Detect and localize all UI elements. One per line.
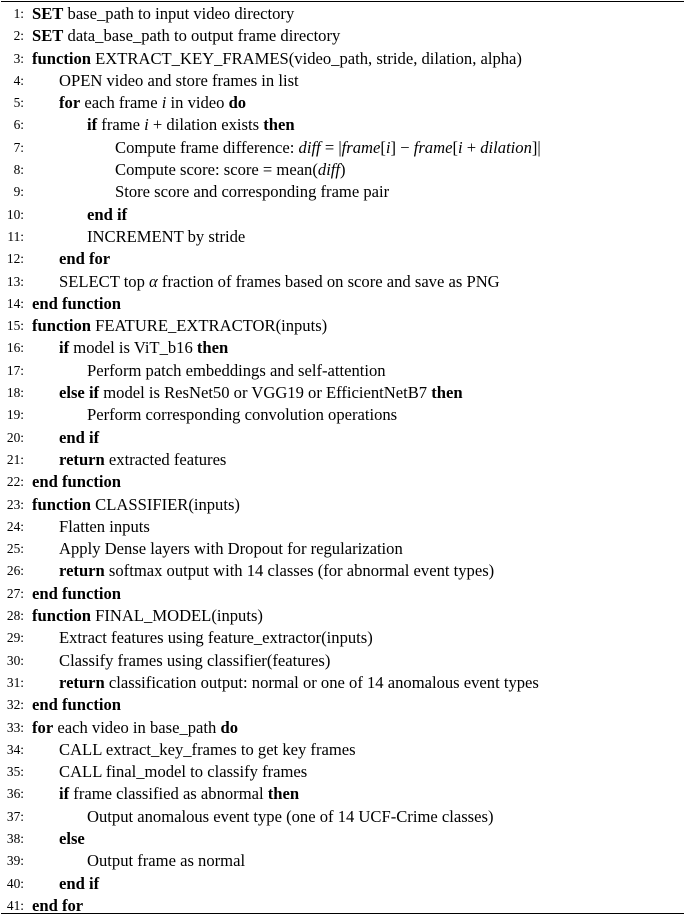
line-number: 23: [6, 496, 24, 512]
algo-line [0, 806, 685, 828]
line-number: 2: [13, 28, 24, 44]
line-number: 24: [6, 518, 24, 534]
algo-line [0, 404, 685, 426]
line-code: end function [32, 583, 121, 603]
algo-line [0, 3, 685, 25]
algo-line [0, 204, 685, 226]
line-code: Perform patch embeddings and self-attention [87, 360, 386, 380]
line-number: 11: [7, 228, 24, 244]
line-code: end if [59, 873, 100, 893]
algo-line [0, 382, 685, 404]
algo-line [0, 560, 685, 582]
line-number: 9: [13, 184, 24, 200]
line-number: 27: [6, 585, 24, 601]
line-number: 10: [6, 206, 24, 222]
algo-line [0, 315, 685, 337]
algo-line [0, 449, 685, 471]
line-code: function FINAL_MODEL(inputs) [32, 606, 263, 626]
line-number: 14: [6, 295, 24, 311]
line-code: function CLASSIFIER(inputs) [32, 494, 240, 514]
line-code: Compute frame difference: diff = |frame[i] − frame[i + dilation]| [115, 137, 541, 157]
algo-line [0, 650, 685, 672]
line-number: 30: [6, 652, 24, 668]
line-number: 15: [6, 318, 24, 334]
line-number: 31: [6, 674, 24, 690]
line-code: end for [32, 895, 84, 915]
line-code: function FEATURE_EXTRACTOR(inputs) [32, 316, 328, 336]
algo-line [0, 181, 685, 203]
algo-line [0, 494, 685, 516]
line-number: 29: [6, 630, 24, 646]
line-number: 41: [6, 897, 24, 913]
algo-line [0, 137, 685, 159]
line-number: 19: [6, 407, 24, 423]
line-code: end if [59, 427, 100, 447]
line-code: else [59, 828, 85, 848]
line-number: 17: [6, 362, 24, 378]
line-code: for each frame i in video do [59, 93, 247, 113]
line-code: CALL final_model to classify frames [59, 762, 308, 782]
line-code: SELECT top α fraction of frames based on score and save as PNG [59, 271, 500, 291]
line-code: else if model is ResNet50 or VGG19 or EfficientNetB7 then [59, 383, 463, 403]
line-number: 6: [13, 117, 24, 133]
line-code: Store score and corresponding frame pair [115, 182, 390, 202]
line-code: end function [32, 695, 121, 715]
line-number: 22: [6, 474, 24, 490]
bottom-rule [1, 913, 684, 914]
algo-line [0, 605, 685, 627]
line-code: INCREMENT by stride [87, 226, 246, 246]
line-code: if frame classified as abnormal then [59, 784, 300, 804]
algo-line [0, 293, 685, 315]
line-number: 38: [6, 830, 24, 846]
algo-line [0, 248, 685, 270]
algo-line [0, 739, 685, 761]
line-number: 28: [6, 608, 24, 624]
algo-line [0, 538, 685, 560]
line-number: 26: [6, 563, 24, 579]
line-code: Perform corresponding convolution operations [87, 405, 398, 425]
algo-line [0, 427, 685, 449]
algo-line [0, 360, 685, 382]
algo-line [0, 828, 685, 850]
algo-line [0, 114, 685, 136]
line-number: 20: [6, 429, 24, 445]
line-code: Compute score: score = mean(diff) [115, 160, 346, 180]
algo-line [0, 159, 685, 181]
line-number: 5: [13, 95, 24, 111]
line-code: end function [32, 472, 121, 492]
line-code: SET data_base_path to output frame directory [32, 26, 341, 46]
line-number: 21: [6, 451, 24, 467]
algo-line [0, 873, 685, 895]
algo-line [0, 92, 685, 114]
algo-line [0, 337, 685, 359]
line-code: return extracted features [59, 449, 227, 469]
line-number: 8: [13, 162, 24, 178]
line-code: SET base_path to input video directory [32, 4, 295, 23]
line-code: end function [32, 293, 121, 313]
line-code: return classification output: normal or one of 14 anomalous event types [59, 672, 539, 692]
line-code: Apply Dense layers with Dropout for regularization [59, 539, 403, 559]
line-number: 7: [13, 139, 24, 155]
algo-line [0, 226, 685, 248]
line-code: if model is ViT_b16 then [59, 338, 229, 358]
line-number: 36: [6, 786, 24, 802]
algo-line [0, 471, 685, 493]
algo-line [0, 761, 685, 783]
algo-line [0, 583, 685, 605]
line-code: Output frame as normal [87, 851, 246, 871]
line-number: 16: [6, 340, 24, 356]
line-code: Flatten inputs [59, 516, 150, 536]
line-code: if frame i + dilation exists then [87, 115, 295, 135]
line-number: 13: [6, 273, 24, 289]
line-number: 34: [6, 741, 24, 757]
line-number: 33: [6, 719, 24, 735]
line-code: for each video in base_path do [32, 717, 238, 737]
algo-line [0, 25, 685, 47]
line-code: function EXTRACT_KEY_FRAMES(video_path, stride, dilation, alpha) [32, 48, 522, 68]
line-number: 12: [6, 251, 24, 267]
line-code: OPEN video and store frames in list [59, 70, 299, 90]
line-number: 18: [6, 385, 24, 401]
line-code: end if [87, 204, 128, 224]
algo-line [0, 717, 685, 739]
line-number: 25: [6, 541, 24, 557]
algo-line [0, 694, 685, 716]
algo-line [0, 271, 685, 293]
line-number: 37: [6, 808, 24, 824]
algo-line [0, 70, 685, 92]
algo-line [0, 627, 685, 649]
line-number: 3: [13, 50, 24, 66]
line-code: Classify frames using classifier(features) [59, 650, 331, 670]
line-number: 32: [6, 697, 24, 713]
line-number: 1: [13, 6, 24, 21]
line-code: Extract features using feature_extractor(inputs) [59, 628, 373, 648]
top-rule [1, 1, 684, 2]
algo-line [0, 783, 685, 805]
algo-line [0, 48, 685, 70]
line-number: 4: [13, 72, 24, 88]
algorithm-listing [0, 3, 685, 917]
algo-line [0, 672, 685, 694]
algo-line [0, 516, 685, 538]
line-code: Output anomalous event type (one of 14 UCF-Crime classes) [87, 806, 494, 826]
line-number: 35: [6, 764, 24, 780]
line-code: CALL extract_key_frames to get key frames [59, 739, 356, 759]
line-number: 40: [6, 875, 24, 891]
line-number: 39: [6, 853, 24, 869]
line-code: return softmax output with 14 classes (for abnormal event types) [59, 561, 495, 581]
algo-line [0, 850, 685, 872]
line-code: end for [59, 249, 111, 269]
